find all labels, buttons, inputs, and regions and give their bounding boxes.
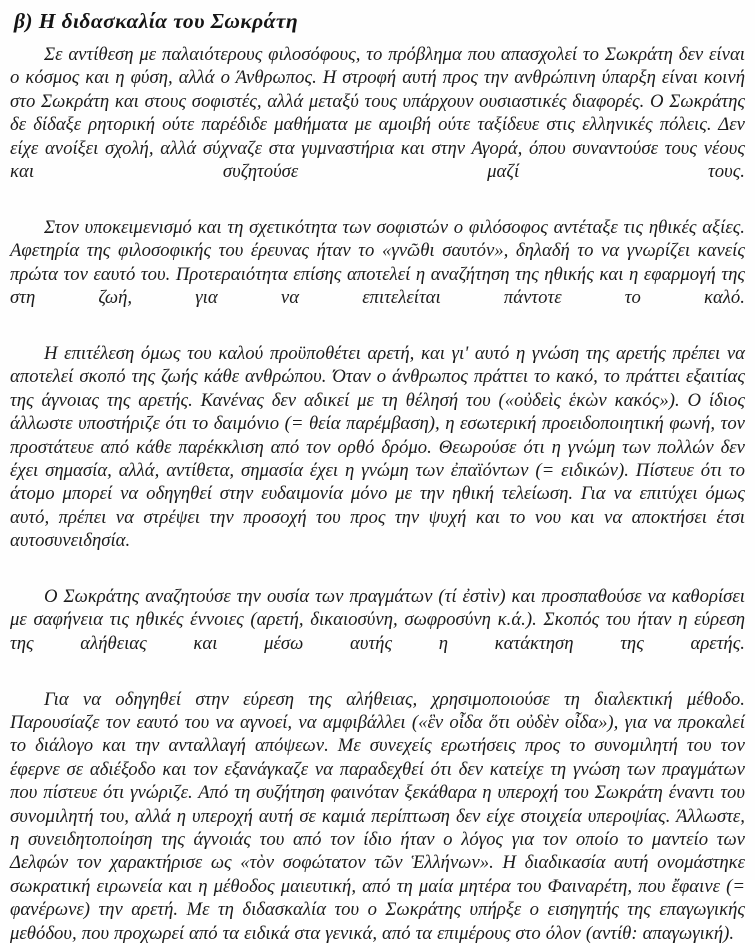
- paragraph-5: Για να οδηγηθεί στην εύρεση της αλήθειας, χρησιμοποιούσε τη διαλεκτική μέθοδο. Παρουσίαζε τον εαυτό του να αγνοεί, να αμφιβάλλει («ἓν οἶδα ὅτι οὐδὲν οἶδα»), για να προκαλεί το διάλογο και την ανταλλαγή απόψεων. Με συνεχείς ερωτήσεις προς το συνομιλητή του τον έφερνε σε αδιέξοδο και τον εξανάγκαζε να παραδεχθεί ότι δεν κατείχε τη γνώση των πραγμάτων που πίστευε ότι γνώριζε. Από τη συζήτηση φαινόταν ξεκάθαρα η υπεροχή του Σωκράτη έναντι του συνομιλητή του, αλλά η υπεροχή αυτή σε καμιά περίπτωση δεν είχε στοιχεία υπεροψίας. Άλλωστε, η συνειδητοποίηση της άγνοιάς του από τον ίδιο ήταν ο λόγος για τον οποίο το μαντείο των Δελφών τον χαρακτήρισε ως «τὸν σοφώτατον τῶν Ἑλλήνων». Η διαδικασία αυτή ονομάστηκε σωκρατική ειρωνεία και η μέθοδος μαιευτική, από τη μαία μητέρα του Φαιναρέτη, που ἔφαινε (= φανέρωνε) την αρετή. Με τη διδασκαλία του ο Σωκράτης υπήρξε ο εισηγητής της επαγωγικής μεθόδου, που προχωρεί από τα ειδικά στα γενικά, από τα επιμέρους στο όλον (αντίθ: απαγωγική).: [10, 688, 745, 944]
- paragraph-3: Η επιτέλεση όμως του καλού προϋποθέτει αρετή, και γι' αυτό η γνώση της αρετής πρέπει να αποτελεί σκοπό της ζωής κάθε ανθρώπου. Όταν ο άνθρωπος πράττει το κακό, το πράττει εξαιτίας της άγνοιας της αρετής. Κανένας δεν αδικεί με τη θέλησή του («οὐδεὶς ἑκὼν κακός»). Ο ίδιος άλλωστε υποστήριζε ότι το δαιμόνιο (= θεία παρέμβαση), η εσωτερική προειδοποιητική φωνή, τον προστάτευε από κάθε παρέκκλιση από τον ορθό δρόμο. Θεωρούσε ότι η γνώμη των πολλών δεν έχει σημασία, αλλά, αντίθετα, σημασία έχει η γνώμη των ἐπαϊόντων (= ειδικών). Πίστευε ότι το άτομο μπορεί να οδηγηθεί στην ευδαιμονία μόνο με την ηθική τελείωση. Για να επιτύχει όμως αυτό, πρέπει να στρέψει την προσοχή του προς την ψυχή και το νου και να αποκτήσει έτσι αυτοσυνειδησία.: [10, 342, 745, 552]
- page-title: β) Η διδασκαλία του Σωκράτη: [14, 9, 299, 33]
- paragraph-4: Ο Σωκράτης αναζητούσε την ουσία των πραγμάτων (τί ἐστὶν) και προσπαθούσε να καθορίσει με σαφήνεια τις ηθικές έννοιες (αρετή, δικαιοσύνη, σωφροσύνη κ.ά.). Σκοπός του ήταν η εύρεση της αλήθειας και μέσω αυτής η κατάκτηση της αρετής.: [10, 585, 745, 654]
- paragraph-2: Στον υποκειμενισμό και τη σχετικότητα των σοφιστών ο φιλόσοφος αντέταξε τις ηθικές αξίες. Αφετηρία της φιλοσοφικής του έρευνας ήταν το «γνῶθι σαυτόν», δηλαδή το να γνωρίζει κανείς πρώτα τον εαυτό του. Προτεραιότητα επίσης αποτελεί η αναζήτηση της ηθικής και η εφαρμογή της στη ζωή, για να επιτελείται πάντοτε το καλό.: [10, 216, 745, 309]
- paragraph-1: Σε αντίθεση με παλαιότερους φιλοσόφους, το πρόβλημα που απασχολεί το Σωκράτη δεν είναι ο κόσμος και η φύση, αλλά ο Άνθρωπος. Η στροφή αυτή προς την ανθρώπινη ύπαρξη είναι κοινή στο Σωκράτη και στους σοφιστές, αλλά μεταξύ τους υπάρχουν ουσιαστικές διαφορές. Ο Σωκράτης δε δίδαξε ρητορική ούτε παρέδιδε μαθήματα με αμοιβή ούτε ταξίδευε στις ελληνικές πόλεις. Δεν είχε ανοίξει σχολή, αλλά σύχναζε στα γυμναστήρια και στην Αγορά, όπου συναντούσε τους νέους και συζητούσε μαζί τους.: [10, 44, 745, 183]
